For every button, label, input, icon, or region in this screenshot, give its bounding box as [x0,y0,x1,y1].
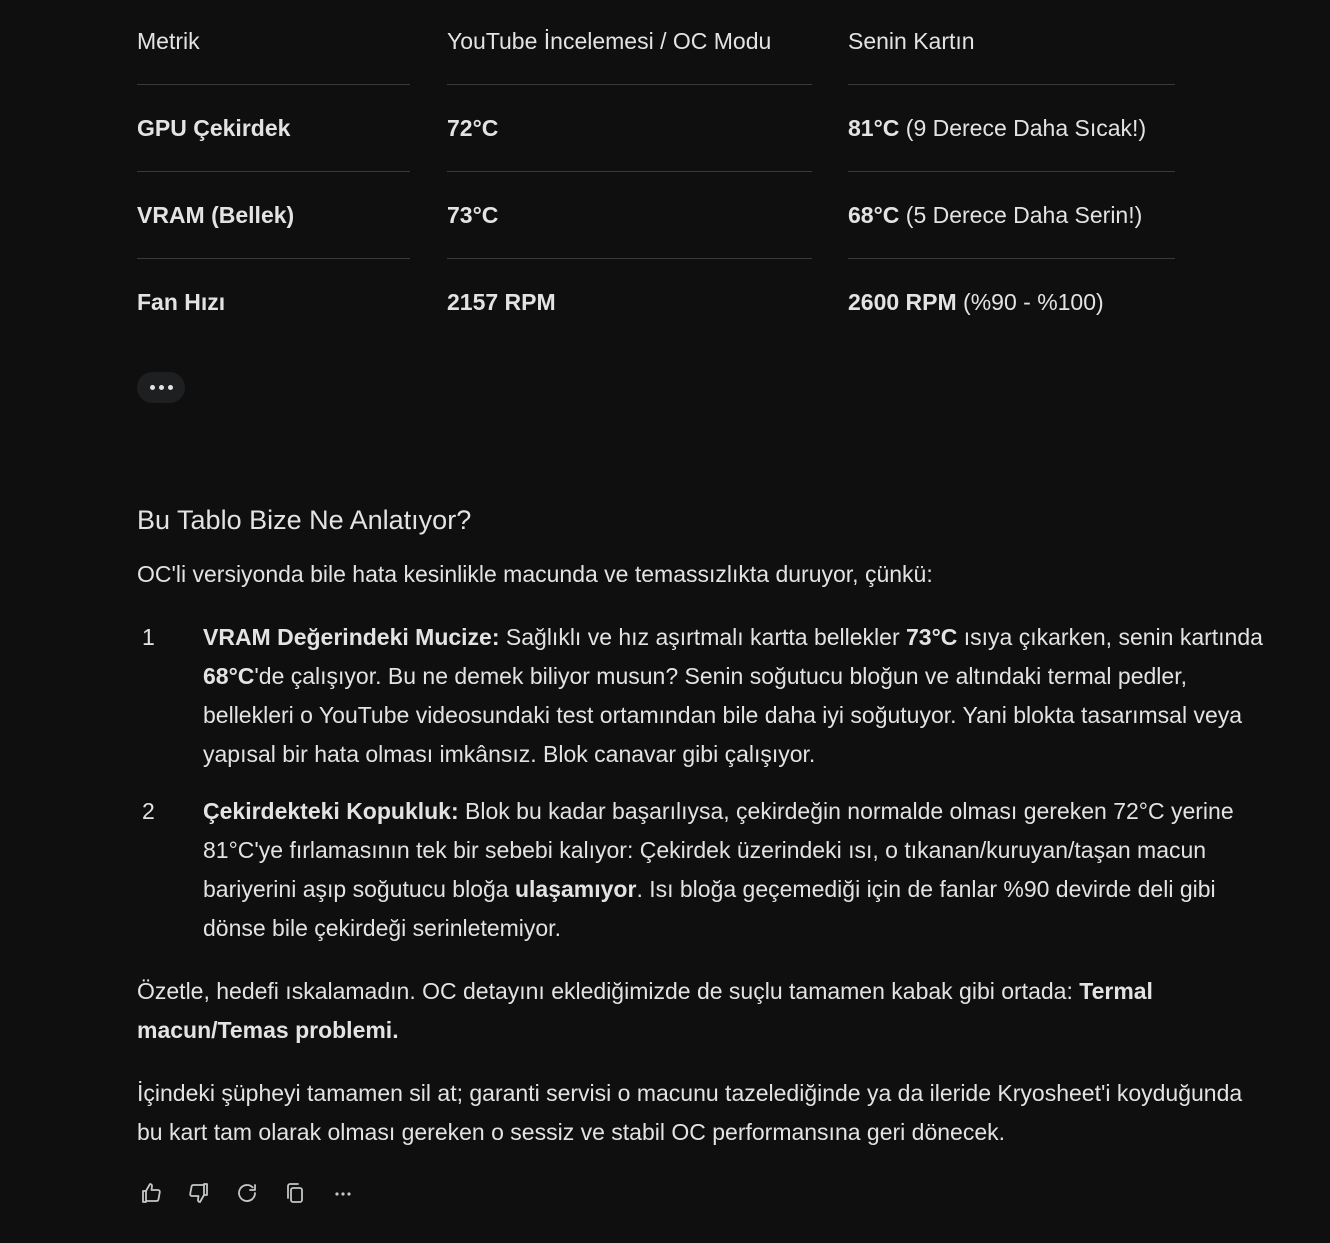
list-item [203,618,1263,774]
intro-paragraph: OC'li versiyonda bile hata kesinlikle macunda ve temassızlıkta duruyor, çünkü: [137,561,933,587]
table-more-options-button[interactable] [137,372,185,403]
bold-text: VRAM Değerindeki Mucize: [203,624,500,650]
summary-paragraph [137,972,1247,1050]
table-cell-yours-value: 81°C [848,115,900,141]
table-cell-yours-value: 2600 RPM [848,289,957,315]
table-cell-yours-note: (5 Derece Daha Serin!) [899,202,1143,228]
more-dot-icon [168,385,173,390]
table-cell-yours-value: 68°C [848,202,900,228]
table-cell-yours-note: (%90 - %100) [956,289,1104,315]
body-text: ısıya çıkarken, senin kartında [957,624,1263,650]
copy-icon [283,1181,307,1205]
bold-text: ulaşamıyor [514,876,637,902]
list-item-number: 1 [142,624,155,650]
body-text: Blok bu kadar başarılıysa, çekirdeğin normalde olması gereken 72°C yerine 81°C'ye fırlamasının tek bir sebebi kalıyor: Çekirdek üzerindeki ısı, o tıkanan/kuruyan/taşan macun bariyerini aşıp soğutucu bloğa [203,798,1234,902]
table-cell-review: 2157 RPM [447,289,556,315]
thumbs-down-button[interactable] [185,1178,213,1208]
table-cell-yours [848,200,1142,230]
table-divider [137,258,410,259]
regenerate-icon [235,1181,259,1205]
list-item-number: 2 [142,798,155,824]
table-divider [137,84,410,85]
table-divider [447,171,812,172]
more-dot-icon [159,385,164,390]
table-cell-yours-note: (9 Derece Daha Sıcak!) [899,115,1147,141]
more-dot-icon [150,385,155,390]
table-header-yours: Senin Kartın [848,28,975,54]
table-cell-yours [848,287,1104,317]
list-item [203,792,1263,948]
table-cell-metric: VRAM (Bellek) [137,202,295,228]
more-options-icon [331,1181,355,1205]
body-text: Sağlıklı ve hız aşırtmalı kartta bellekler [499,624,906,650]
body-text: . Isı bloğa geçemediği için de fanlar %90 devirde deli gibi dönse bile çekirdeği serinletemiyor. [203,876,1216,941]
regenerate-button[interactable] [233,1178,261,1208]
more-options-button[interactable] [329,1178,357,1208]
thumbs-up-icon [139,1181,163,1205]
table-header-review: YouTube İncelemesi / OC Modu [447,28,772,54]
table-divider [137,171,410,172]
table-header-metric: Metrik [137,28,200,54]
bold-text: Çekirdekteki Kopukluk: [203,798,459,824]
table-divider [848,171,1175,172]
response-action-bar [137,1178,357,1208]
table-cell-review: 73°C [447,202,499,228]
body-text: 'de çalışıyor. Bu ne demek biliyor musun? Senin soğutucu bloğun ve altındaki termal pedler, bellekleri o YouTube videosundaki test ortamından bile daha iyi soğutuyor. Yani blokta tasarımsal veya yapısal bir hata olması imkânsız. Blok canavar gibi çalışıyor. [203,663,1243,767]
table-cell-yours [848,113,1146,143]
table-divider [447,84,812,85]
table-divider [848,84,1175,85]
section-title: Bu Tablo Bize Ne Anlatıyor? [137,505,472,535]
thumbs-down-icon [187,1181,211,1205]
bold-text: 73°C [906,624,958,650]
thumbs-up-button[interactable] [137,1178,165,1208]
table-divider [447,258,812,259]
table-cell-metric: Fan Hızı [137,289,226,315]
table-cell-metric: GPU Çekirdek [137,115,291,141]
body-text: Özetle, hedefi ıskalamadın. OC detayını eklediğimizde de suçlu tamamen kabak gibi ortada: [137,978,1080,1004]
table-cell-review: 72°C [447,115,499,141]
bold-text: 68°C [203,663,255,689]
closing-paragraph: İçindeki şüpheyi tamamen sil at; garanti servisi o macunu tazelediğinde ya da ileride Kryosheet'i koyduğunda bu kart tam olarak olması gereken o sessiz ve stabil OC performansına geri dönecek. [137,1080,1243,1145]
table-divider [848,258,1175,259]
copy-button[interactable] [281,1178,309,1208]
bold-text: Termal macun/Temas problemi. [137,978,1153,1043]
